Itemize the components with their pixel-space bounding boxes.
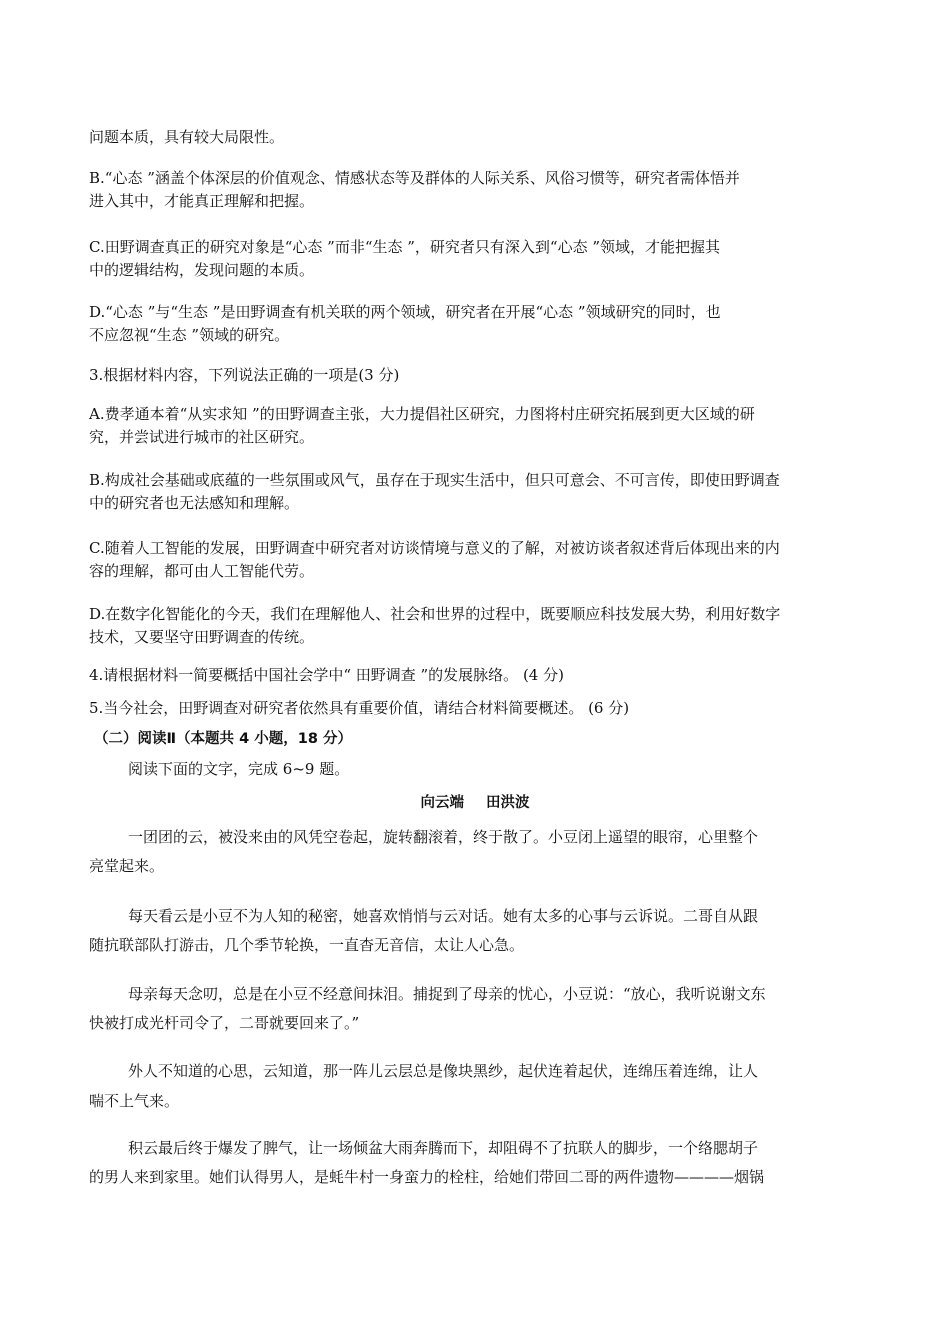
paragraph-5-line1: 积云最后终于爆发了脾气，让一场倾盆大雨奔腾而下，却阻碍不了抗联人的脚步，一个络腮胡子 — [128, 1139, 759, 1157]
paragraph-1-line2: 亮堂起来。 — [89, 857, 165, 875]
option-d-line2: 不应忽视“生态 ”领域的研究。 — [89, 326, 290, 344]
question-3: 3.根据材料内容，下列说法正确的一项是(3 分) — [89, 366, 400, 384]
q3-option-c-line2: 容的理解，都可由人工智能代劳。 — [89, 562, 315, 580]
question-5: 5.当今社会，田野调查对研究者依然具有重要价值，请结合材料简要概述。 (6 分) — [89, 699, 630, 717]
paragraph-2-line1: 每天看云是小豆不为人知的秘密，她喜欢悄悄与云对话。她有太多的心事与云诉说。二哥自从跟 — [128, 907, 759, 925]
story-title-text: 向云端 — [420, 795, 464, 811]
story-title — [0, 792, 950, 814]
q3-option-a-line2: 究，并尝试进行城市的社区研究。 — [89, 428, 315, 446]
paragraph-4-line1: 外人不知道的心思，云知道，那一阵儿云层总是像块黑纱，起伏连着起伏，连绵压着连绵，让人 — [128, 1062, 759, 1080]
question-4: 4.请根据材料一简要概括中国社会学中“ 田野调查 ”的发展脉络。 (4 分) — [89, 666, 564, 684]
option-d-line1: D.“心态 ”与“生态 ”是田野调查有机关联的两个领域，研究者在开展“心态 ”领域研究的同时，也 — [89, 303, 721, 321]
paragraph-4-line2: 喘不上气来。 — [89, 1092, 180, 1110]
option-b-line1: B.“心态 ”涵盖个体深层的价值观念、情感状态等及群体的人际关系、风俗习惯等，研究者需体悟并 — [89, 169, 740, 187]
reading-instruction: 阅读下面的文字，完成 6~9 题。 — [128, 760, 350, 778]
story-author: 田洪波 — [486, 795, 530, 811]
option-c-line2: 中的逻辑结构，发现问题的本质。 — [89, 261, 315, 279]
paragraph-3-line2: 快被打成光杆司令了，二哥就要回来了。” — [89, 1014, 360, 1032]
paragraph-3-line1: 母亲每天念叨，总是在小豆不经意间抹泪。捕捉到了母亲的忧心，小豆说：“放心，我听说谢文东 — [128, 985, 766, 1003]
section-heading: （二）阅读Ⅱ（本题共 4 小题，18 分） — [94, 731, 352, 747]
q3-option-b-line1: B.构成社会基础或底蕴的一些氛围或风气，虽存在于现实生活中，但只可意会、不可言传，即使田野调查 — [89, 471, 780, 489]
q3-option-d-line2: 技术，又要坚守田野调查的传统。 — [89, 628, 315, 646]
q3-option-a-line1: A.费孝通本着“从实求知 ”的田野调查主张，大力提倡社区研究，力图将村庄研究拓展到更大区域的研 — [89, 405, 755, 423]
paragraph-2-line2: 随抗联部队打游击，几个季节轮换，一直杳无音信，太让人心急。 — [89, 936, 525, 954]
paragraph-5-line2: 的男人来到家里。她们认得男人，是蚝牛村一身蛮力的栓柱，给她们带回二哥的两件遗物————烟锅 — [89, 1168, 765, 1186]
q3-option-c-line1: C.随着人工智能的发展，田野调查中研究者对访谈情境与意义的了解，对被访谈者叙述背后体现出来的内 — [89, 539, 780, 557]
text-line: 问题本质，具有较大局限性。 — [89, 128, 285, 146]
option-c-line1: C.田野调查真正的研究对象是“心态 ”而非“生态 ”，研究者只有深入到“心态 ”领域，才能把握其 — [89, 238, 721, 256]
q3-option-b-line2: 中的研究者也无法感知和理解。 — [89, 494, 300, 512]
option-b-line2: 进入其中，才能真正理解和把握。 — [89, 192, 315, 210]
q3-option-d-line1: D.在数字化智能化的今天，我们在理解他人、社会和世界的过程中，既要顺应科技发展大势，利用好数字 — [89, 605, 781, 623]
paragraph-1-line1: 一团团的云，被没来由的风凭空卷起，旋转翻滚着，终于散了。小豆闭上遥望的眼帘，心里整个 — [128, 828, 759, 846]
